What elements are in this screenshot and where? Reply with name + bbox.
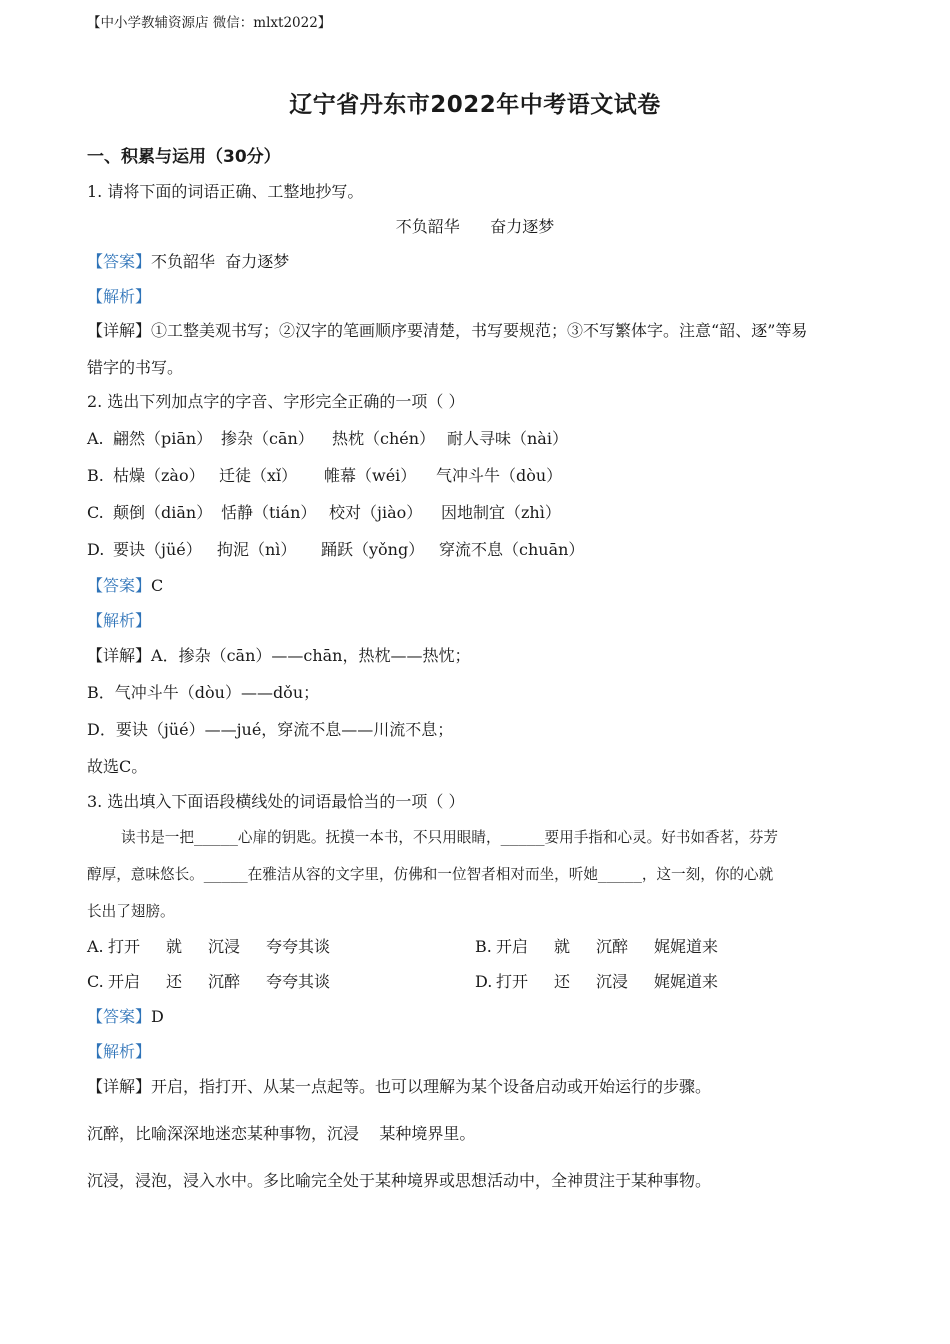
option-item: 娓娓道来	[654, 972, 719, 991]
detail-tag: 【详解】	[87, 321, 152, 340]
option-item: 开启	[496, 937, 529, 956]
option-item: 娓娓道来	[654, 937, 719, 956]
option-item: 迁徒（xǐ）	[219, 466, 298, 485]
q3-passage-line-3: 长出了翅膀。	[87, 903, 175, 920]
option-item: 沉醉	[208, 972, 241, 991]
option-item: 耐人寻味（nài）	[447, 429, 568, 448]
answer-tag: 【答案】	[87, 1007, 152, 1026]
option-item: 还	[554, 972, 571, 991]
q2-option-b	[87, 465, 562, 487]
option-item: 枯燥（zào）	[113, 466, 205, 485]
option-item: 打开	[108, 937, 141, 956]
q2-conclusion: 故选C。	[87, 757, 148, 776]
q1-stem: 1. 请将下面的词语正确、工整地抄写。	[87, 182, 364, 201]
option-item: 打开	[496, 972, 529, 991]
answer-text: C	[151, 576, 164, 595]
option-letter: D.	[87, 540, 105, 559]
option-letter: A.	[87, 937, 104, 956]
option-item: 颠倒（diān）	[113, 503, 213, 522]
detail-text: 开启，指打开、从某一点起等。也可以理解为某个设备启动或开始运行的步骤。	[151, 1077, 712, 1096]
q2-detail-d: D．要诀（jüé）——jué，穿流不息——川流不息；	[87, 720, 454, 739]
answer-text: 不负韶华 奋力逐梦	[151, 252, 290, 271]
q1-detail-cont: 错字的书写。	[87, 358, 184, 377]
option-letter: D.	[475, 972, 493, 991]
detail-tag: 【详解】	[87, 646, 152, 665]
q3-option-d	[475, 971, 718, 993]
q3-option-c	[87, 971, 330, 993]
q3-detail-3: 沉浸，浸泡，浸入水中。多比喻完全处于某种境界或思想活动中，全神贯注于某种事物。	[87, 1171, 712, 1190]
q2-analysis-tag: 【解析】	[87, 611, 152, 630]
detail-text: ①工整美观书写；②汉字的笔画顺序要清楚，书写要规范；③不写繁体字。注意“韶、逐”等易	[151, 321, 808, 340]
option-letter: B.	[87, 466, 104, 485]
q3-option-a	[87, 936, 330, 958]
option-item: 掺杂（cān）	[221, 429, 314, 448]
option-item: 因地制宜（zhì）	[441, 503, 561, 522]
option-item: 还	[166, 972, 183, 991]
q3-detail-2: 沉醉，比喻深深地迷恋某种事物，沉浸 某种境界里。	[87, 1124, 476, 1143]
option-letter: C.	[87, 972, 104, 991]
q3-answer	[87, 1006, 164, 1028]
option-item: 恬静（tián）	[221, 503, 317, 522]
option-letter: A.	[87, 429, 104, 448]
option-item: 拘泥（nì）	[217, 540, 297, 559]
q3-option-b	[475, 936, 718, 958]
option-item: 开启	[108, 972, 141, 991]
q1-analysis-tag: 【解析】	[87, 287, 152, 306]
option-item: 沉醉	[596, 937, 629, 956]
option-item: 沉浸	[208, 937, 241, 956]
q3-analysis-tag: 【解析】	[87, 1042, 152, 1061]
option-item: 夸夸其谈	[266, 937, 331, 956]
q3-stem: 3. 选出填入下面语段横线处的词语最恰当的一项（ ）	[87, 792, 465, 811]
option-item: 沉浸	[596, 972, 629, 991]
detail-tag: 【详解】	[87, 1077, 152, 1096]
option-item: 踊跃（yǒng）	[321, 540, 425, 559]
q2-option-d	[87, 539, 584, 561]
option-letter: B.	[475, 937, 492, 956]
q3-passage-line-1: 读书是一把_____心扉的钥匙。抚摸一本书，不只用眼睛，_____要用手指和心灵。好书如香茗，芬芳	[121, 829, 779, 846]
q1-answer	[87, 251, 289, 273]
q2-stem: 2. 选出下列加点字的字音、字形完全正确的一项（ ）	[87, 392, 465, 411]
q2-option-a	[87, 428, 568, 450]
answer-tag: 【答案】	[87, 576, 152, 595]
page-header: 【中小学教辅资源店 微信：mlxt2022】	[87, 15, 332, 31]
option-item: 帷幕（wéi）	[324, 466, 417, 485]
answer-text: D	[151, 1007, 164, 1026]
option-item: 就	[554, 937, 571, 956]
option-item: 气冲斗牛（dòu）	[436, 466, 563, 485]
section-heading: 一、积累与运用（30分）	[87, 147, 281, 167]
option-item: 夸夸其谈	[266, 972, 331, 991]
q2-detail-b: B．气冲斗牛（dòu）——dǒu；	[87, 683, 320, 702]
q3-passage-line-2: 醇厚，意味悠长。_____在雅洁从容的文字里，仿佛和一位智者相对而坐，听她_____，这一刻，你的心就	[87, 866, 774, 883]
q2-detail-a	[87, 645, 471, 667]
option-item: 翩然（piān）	[113, 429, 213, 448]
option-item: 热枕（chén）	[332, 429, 436, 448]
option-item: 就	[166, 937, 183, 956]
option-item: 要诀（jüé）	[113, 540, 202, 559]
detail-text: A．掺杂（cān）——chān，热枕——热忱；	[151, 646, 471, 665]
q2-answer	[87, 575, 163, 597]
q1-words: 不负韶华 奋力逐梦	[395, 217, 555, 236]
q2-option-c	[87, 502, 561, 524]
answer-tag: 【答案】	[87, 252, 152, 271]
q3-detail-1	[87, 1076, 711, 1098]
q1-detail	[87, 320, 807, 342]
option-item: 校对（jiào）	[329, 503, 423, 522]
option-item: 穿流不息（chuān）	[439, 540, 585, 559]
page-title: 辽宁省丹东市2022年中考语文试卷	[289, 92, 661, 118]
option-letter: C.	[87, 503, 104, 522]
